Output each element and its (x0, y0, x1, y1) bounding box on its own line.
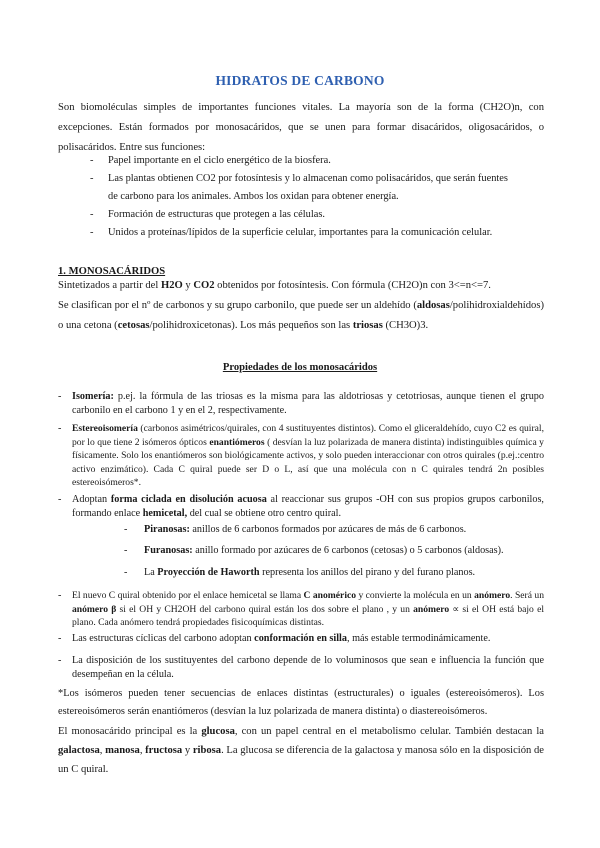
intro-paragraph: Son biomoléculas simples de importantes funciones vitales. La mayoría son de la forma (CH2O)n, con excepciones. Están formados por monosacáridos, que se unen para formar disacáridos, oligosacáridos, o polisacáridos. Entre sus funciones: (58, 102, 544, 153)
page-title: HIDRATOS DE CARBONO (215, 73, 385, 88)
sub-item-haworth: - La Proyección de Haworth representa los anillos del pirano y del furano planos. (124, 567, 476, 578)
list-item: - Formación de estructuras que protegen a las células. (90, 209, 325, 220)
isomers-note: *Los isómeros pueden tener secuencias de enlaces distintas (estructurales) o iguales (estereoisómeros). Los estereoisómeros serán enantiómeros (desvían la luz polarizada de manera distinta) o diastereoisómeros. (58, 688, 544, 717)
properties-subheading: Propiedades de los monosacáridos (222, 362, 378, 373)
list-item: - Las plantas obtienen CO2 por fotosíntesis y lo almacenan como polisacáridos, que serán fuentes (90, 173, 508, 184)
property-anomero: - El nuevo C quiral obtenido por el enlace hemicetal se llama C anomérico y convierte la molécula en un anómero. Será un anómero β si el OH y CH2OH del carbono quiral están los dos sobre el plano , y un anómero ∝ si el OH está bajo el plano. Cada anómero tendrá propiedades fisicoquímicas distintas. (58, 590, 544, 628)
list-item: - Unidos a proteínas/lípidos de la superficie celular, importantes para la comunicación celular. (90, 227, 493, 238)
monosacaridos-paragraph-1: Sintetizados a partir del H2O y CO2 obtenidos por fotosíntesis. Con fórmula (CH2O)n con 3<=n<=7. (58, 280, 491, 291)
list-item: - Papel importante en el ciclo energético de la biosfera. (90, 155, 331, 166)
monosacaridos-paragraph-2: Se clasifican por el nº de carbonos y su grupo carbonilo, que puede ser un aldehído (aldosas/polihidroxialdehídos) o una cetona (cetosas/polihidroxicetonas). Los más pequeños son las triosas (CH3O)3. (58, 300, 544, 331)
property-forma-ciclada: - Adoptan forma ciclada en disolución acuosa al reaccionar sus grupos -OH con sus propios grupos carbonilos, formando enlace hemicetal, del cual se obtiene otro centro quiral. (58, 494, 544, 519)
property-disposicion: - La disposición de los sustituyentes del carbono depende de lo voluminosos que sean e influencia la función que desempeñan en la célula. (58, 655, 544, 680)
sub-item-furanosas: - Furanosas: anillo formado por azúcares de 6 carbonos (cetosas) o 5 carbonos (aldosas). (124, 545, 504, 556)
glucosa-paragraph: El monosacárido principal es la glucosa, con un papel central en el metabolismo celular. También destacan la galactosa, manosa, fructosa y ribosa. La glucosa se diferencia de la galactosa y manosa sólo en la disposición de un C quiral. (58, 726, 544, 775)
sub-item-piranosas: - Piranosas: anillos de 6 carbonos formados por azúcares de más de 6 carbonos. (124, 524, 467, 535)
list-item-continuation: de carbono para los animales. Ambos los oxidan para obtener energía. (108, 191, 399, 202)
property-isomeria: - Isomería: p.ej. la fórmula de las triosas es la misma para las aldotriosas y cetotriosas, aunque tienen el grupo carbonilo en el carbono 1 y en el 2, respectivamente. (58, 391, 544, 416)
property-conformacion-silla: - Las estructuras cíclicas del carbono adoptan conformación en silla, más estable termodinámicamente. (58, 633, 491, 644)
property-estereoisomeria: - Estereoisomería (carbonos asimétricos/quirales, con 4 sustituyentes distintos). Como el gliceraldehído, cuyo C2 es quiral, por lo que tiene 2 isómeros ópticos enantiómeros ( desvían la luz polarizada de manera distinta) indistinguibles química y físicamente. Solo los enantiómeros son biológicamente activos, y solo pueden interaccionar con otros quirales (p.ej.:centro activo enzimático). Cada C quiral puede ser D o L, así que una molécula con n C quirales tendrá 2n posibles estereoisómeros*. (58, 423, 544, 488)
functions-list (90, 152, 550, 242)
section-heading: 1. MONOSACÁRIDOS (58, 266, 166, 277)
